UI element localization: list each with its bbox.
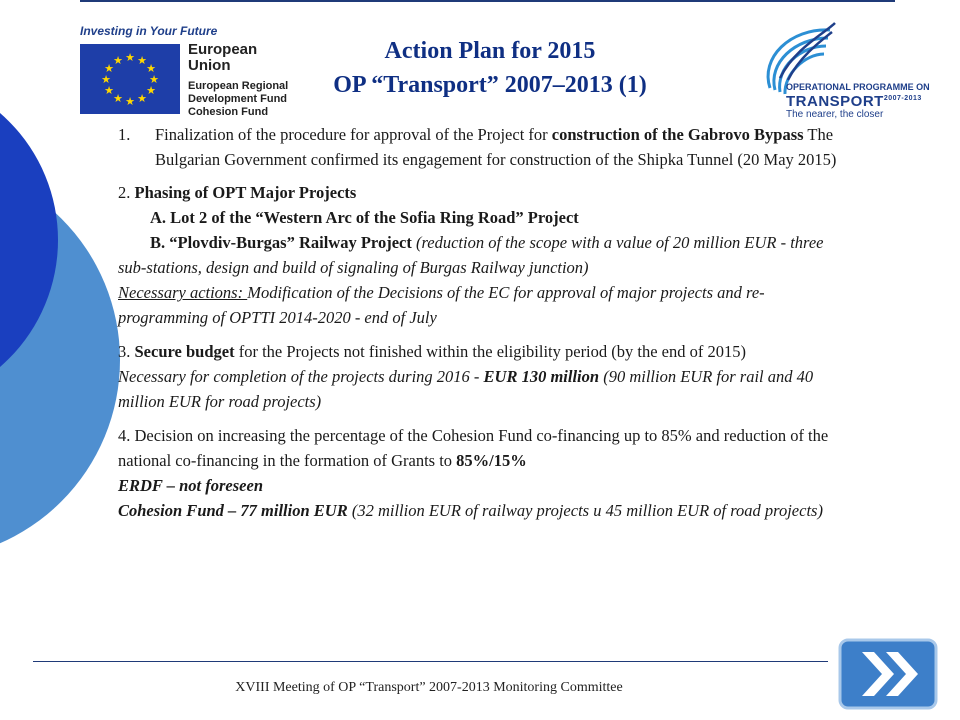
op-logo-years: 2007-2013 [883, 95, 922, 102]
item-3-italic-2: (90 million EUR for rail and 40 million EUR for road projects) [118, 367, 814, 411]
item-1-number: 1. [118, 125, 131, 144]
eu-flag-logo [80, 44, 180, 114]
op-logo-slogan: The nearer, the closer [786, 109, 884, 120]
eu-fund-line: Development Fund [188, 93, 288, 105]
item-3-text: for the Projects not finished within the eligibility period (by the end of 2015) [234, 342, 746, 361]
eu-fund-line: Cohesion Fund [188, 106, 269, 118]
eu-name-line: European [188, 41, 258, 58]
slide-title [280, 34, 700, 102]
erdf-text: ERDF – not foreseen [118, 476, 264, 495]
item-4-text: 4. Decision on increasing the percentage of the Cohesion Fund co-financing up to 85% and reduction of the national co-financing in the formation of Grants to [118, 426, 829, 470]
svg-text:★: ★ [146, 62, 156, 75]
item-1-bold: construction of the Gabrovo Bypass [551, 125, 804, 144]
item-4-cf [118, 498, 848, 523]
eu-tagline: Investing in Your Future [80, 24, 218, 38]
eu-name-line: Union [188, 57, 231, 74]
svg-text:★: ★ [149, 73, 159, 86]
cf-bold: Cohesion Fund – 77 million EUR [118, 501, 348, 520]
necessary-actions-label: Necessary actions: [118, 283, 248, 302]
item-4 [118, 423, 848, 473]
item-4-bold: 85%/15% [456, 451, 527, 470]
next-slide-button[interactable] [836, 636, 940, 712]
item-3-head: Secure budget [134, 342, 235, 361]
eu-logo-text [188, 42, 288, 119]
item-2-head: Phasing of OPT Major Projects [134, 183, 357, 202]
svg-text:★: ★ [137, 54, 147, 67]
slide-footer: XVIII Meeting of OP “Transport” 2007-2013 Monitoring Committee [235, 680, 623, 695]
eu-fund-line: European Regional [188, 80, 289, 92]
op-logo-line-1: OPERATIONAL PROGRAMME ON [786, 82, 930, 92]
svg-text:★: ★ [125, 95, 135, 108]
item-2b-bold: B. “Plovdiv-Burgas” Railway Project [150, 233, 412, 252]
op-logo-line-2 [786, 93, 922, 110]
slide-body [118, 122, 848, 523]
title-line-2: OP “Transport” 2007–2013 (1) [333, 72, 647, 98]
svg-text:★: ★ [104, 62, 114, 75]
svg-text:★: ★ [113, 54, 123, 67]
item-2a-text: A. Lot 2 of the “Western Arc of the Sofia Ring Road” Project [150, 208, 579, 227]
item-2b-italic: (reduction of the scope with a value of 20 million EUR - three sub-stations, design and build of signaling of Burgas Railway junction) [118, 233, 824, 277]
svg-text:★: ★ [146, 84, 156, 97]
title-line-1: Action Plan for 2015 [384, 38, 596, 64]
item-1 [118, 122, 848, 172]
item-3-detail [118, 364, 848, 414]
svg-text:★: ★ [104, 84, 114, 97]
svg-text:★: ★ [137, 92, 147, 105]
item-2-actions [118, 280, 848, 330]
item-2a [118, 205, 848, 230]
svg-text:★: ★ [125, 51, 135, 64]
item-4-erdf [118, 473, 848, 498]
item-2-number: 2. [118, 183, 135, 202]
necessary-actions-text: Modification of the Decisions of the EC for approval of major projects and re-programming of OPTTI 2014-2020 - end of July [118, 283, 765, 327]
item-2b [118, 230, 848, 280]
item-3-number: 3. [118, 342, 135, 361]
item-3-amount: EUR 130 million [483, 367, 600, 386]
svg-text:★: ★ [101, 73, 111, 86]
item-1-text-2: The Bulgarian Government confirmed its engagement for construction of the Shipka Tunnel (20 May 2015) [155, 125, 837, 169]
item-1-text: Finalization of the procedure for approval of the Project for [155, 125, 552, 144]
cf-italic: (32 million EUR of railway projects u 45 million EUR of road projects) [347, 501, 823, 520]
top-divider [80, 0, 895, 2]
bottom-divider [33, 661, 828, 662]
item-3 [118, 339, 848, 364]
eu-stars-icon [80, 44, 180, 114]
item-2-heading [118, 180, 848, 205]
svg-text:★: ★ [113, 92, 123, 105]
double-chevron-right-icon [836, 636, 940, 712]
op-logo-transport: TRANSPORT [786, 93, 884, 110]
item-3-italic-1: Necessary for completion of the projects during 2016 - [118, 367, 484, 386]
